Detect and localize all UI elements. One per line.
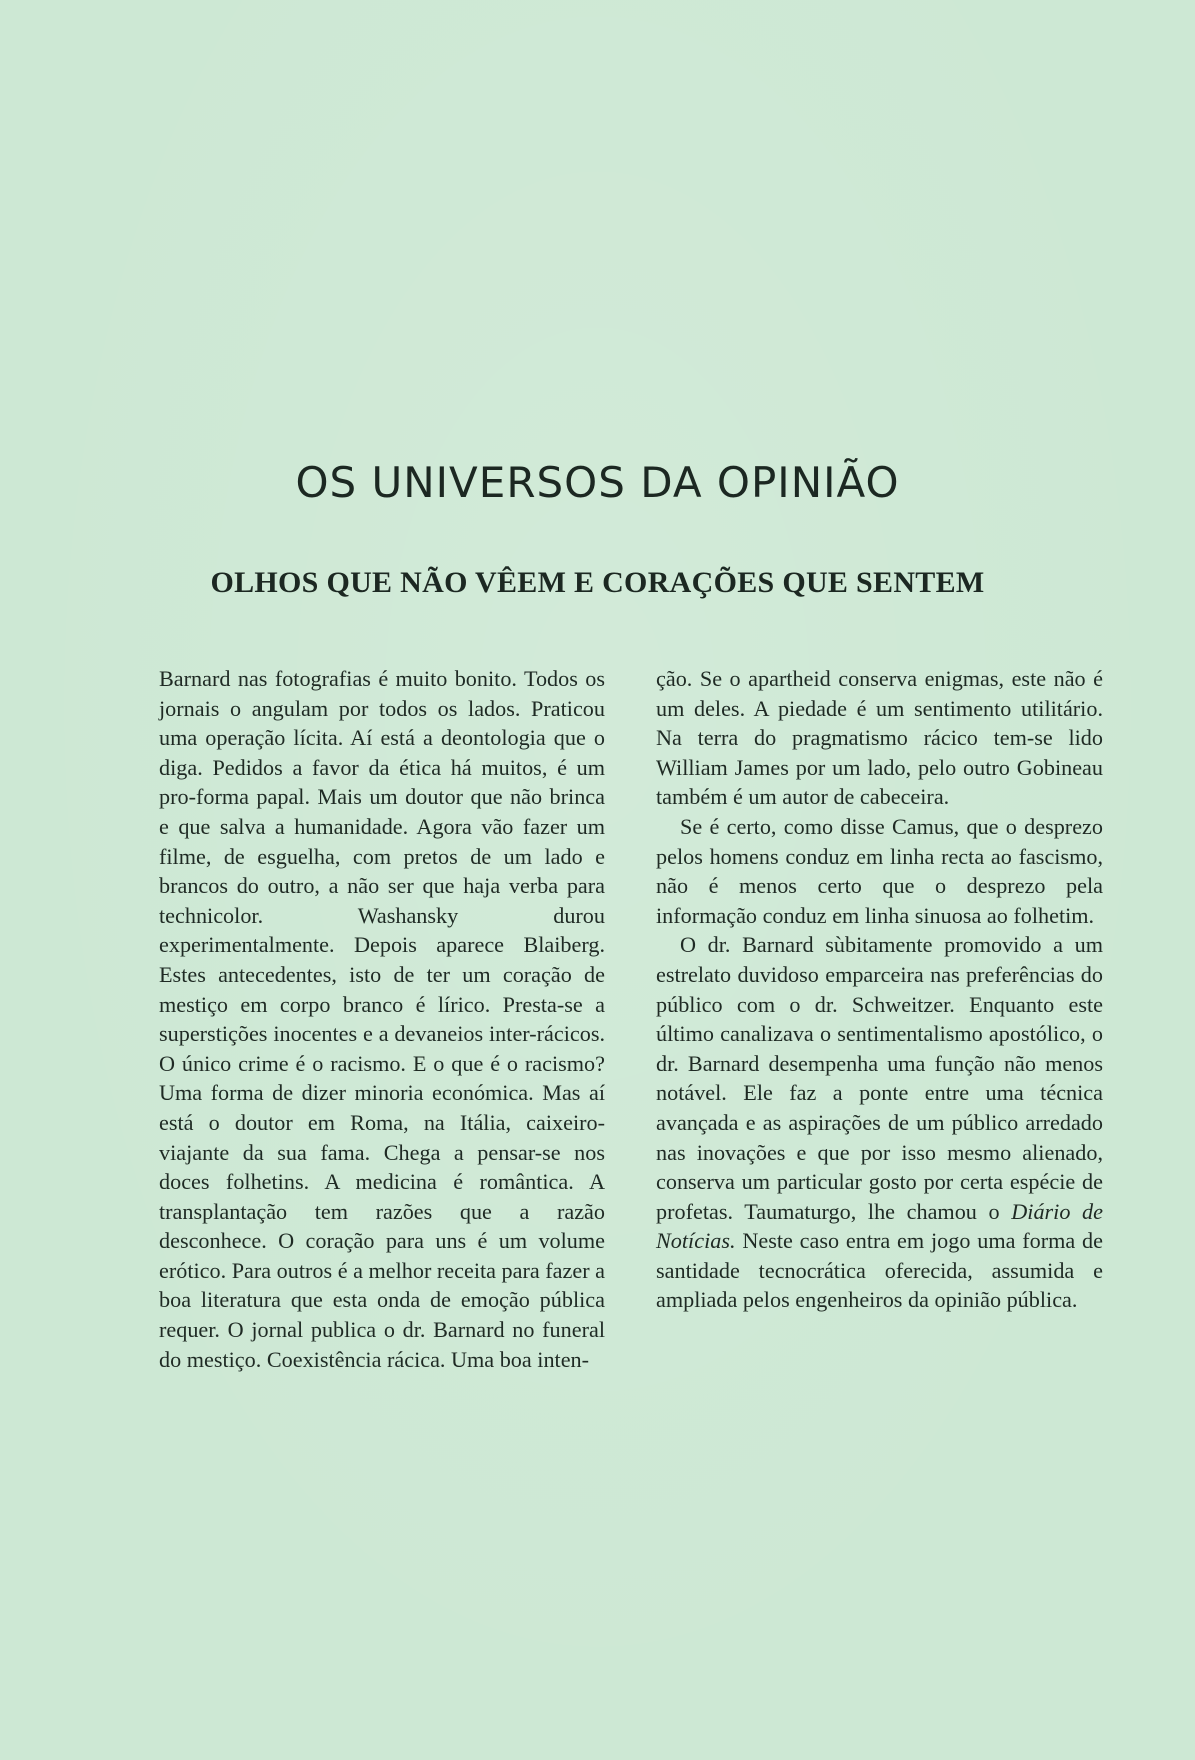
- paragraph: ção. Se o apartheid conserva enigmas, este não é um deles. A piedade é um sentimento utilitário. Na terra do pragmatismo rácico tem-se lido William James por um lado, pelo outro Gobineau também é um autor de cabeceira.: [656, 666, 1103, 810]
- left-column: [159, 664, 605, 1374]
- right-column: [656, 664, 1103, 1315]
- section-title: OS UNIVERSOS DA OPINIÃO: [295, 458, 900, 507]
- paragraph: [656, 930, 1103, 1315]
- paragraph-text: O dr. Barnard sùbitamente promovido a um estrelato duvidoso emparceira nas preferências do público com o dr. Schweitzer. Enquanto este último canalizava o sentimentalismo apostólico, o dr. Barnard desempenha uma função não menos notável. Ele faz a ponte entre uma técnica avançada e as aspirações de um público arredado nas inovações e que por isso mesmo alienado, conserva um particular gosto por certa espécie de profetas. Taumaturgo, lhe chamou o: [656, 932, 1103, 1224]
- newspaper-title: Diário de Notícias.: [656, 1198, 1103, 1254]
- paragraph-text: Neste caso entra em jogo uma forma de santidade tecnocrática oferecida, assumida e ampliada pelos engenheiros da opinião pública.: [656, 1228, 1103, 1313]
- paragraph: Se é certo, como disse Camus, que o desprezo pelos homens conduz em linha recta ao fascismo, não é menos certo que o desprezo pela informação conduz em linha sinuosa ao folhetim.: [656, 813, 1103, 928]
- article-title: OLHOS QUE NÃO VÊEM E CORAÇÕES QUE SENTEM: [210, 566, 985, 599]
- paragraph: Barnard nas fotografias é muito bonito. Todos os jornais o angulam por todos os lados. Praticou uma operação lícita. Aí está a deontologia que o diga. Pedidos a favor da ética há muitos, é um pro-forma papal. Mais um doutor que não brinca e que salva a humanidade. Agora vão fazer um filme, de esguelha, com pretos de um lado e brancos do outro, a não ser que haja verba para technicolor. Washansky durou experimentalmente. Depois aparece Blaiberg. Estes antecedentes, isto de ter um coração de mestiço em corpo branco é lírico. Presta-se a superstições inocentes e a devaneios inter-rácicos. O único crime é o racismo. E o que é o racismo? Uma forma de dizer minoria económica. Mas aí está o doutor em Roma, na Itália, caixeiro-viajante da sua fama. Chega a pensar-se nos doces folhetins. A medicina é romântica. A transplantação tem razões que a razão desconhece. O coração para uns é um volume erótico. Para outros é a melhor receita para fazer a boa literatura que esta onda de emoção pública requer. O jornal publica o dr. Barnard no funeral do mestiço. Coexistência rácica. Uma boa inten-: [159, 666, 605, 1372]
